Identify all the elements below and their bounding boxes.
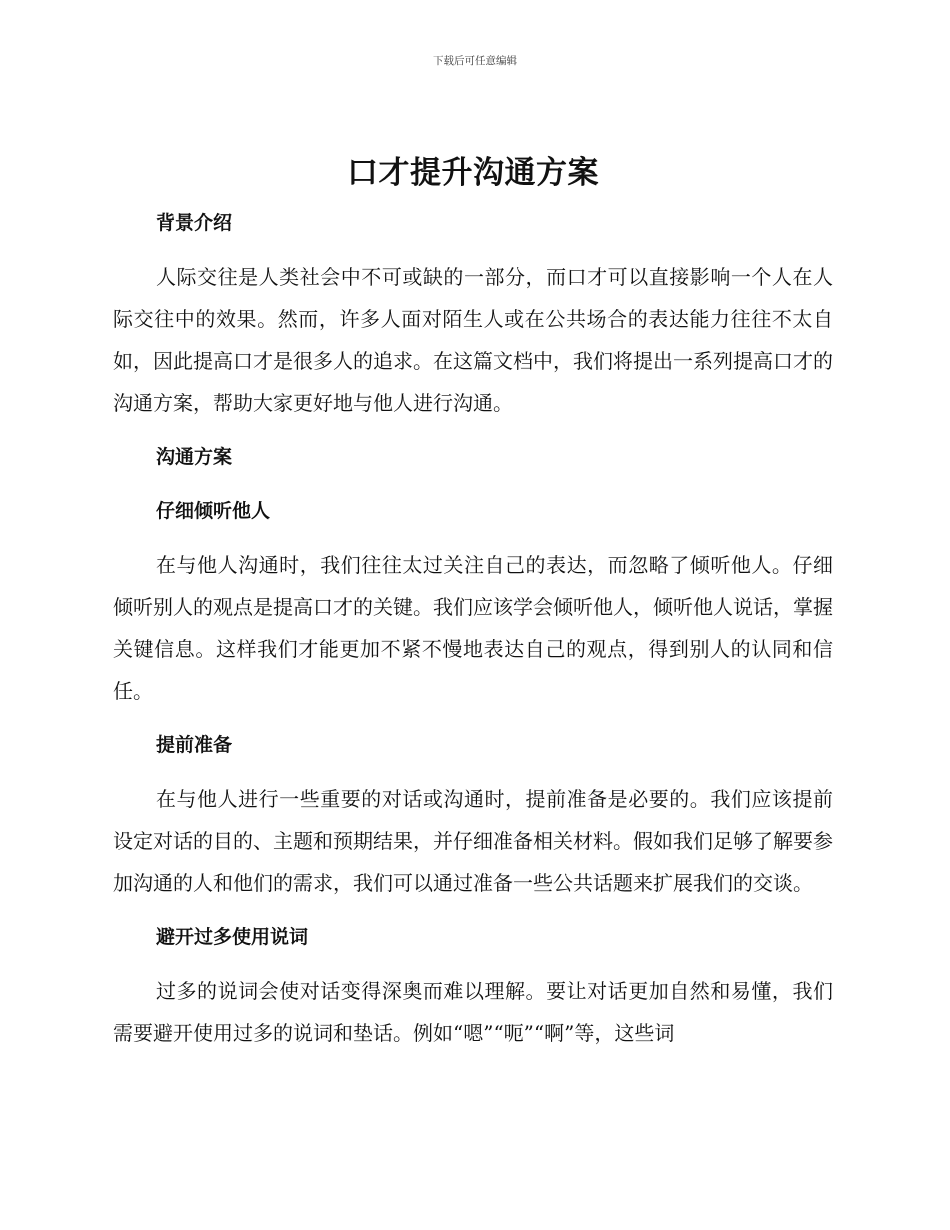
page-header: 下载后可任意编辑 — [433, 55, 517, 67]
section-heading-background: 背景介绍 — [156, 212, 233, 234]
document-body — [113, 148, 833, 1054]
paragraph-prepare: 在与他人进行一些重要的对话或沟通时，提前准备是必要的。我们应该提前设定对话的目的、主题和预期结果，并仔细准备相关材料。假如我们足够了解要参加沟通的人和他们的需求，我们可以通过准备一些公共话题来扩展我们的交谈。 — [113, 787, 833, 895]
section-heading-filler: 避开过多使用说词 — [156, 926, 309, 948]
paragraph-listen: 在与他人沟通时，我们往往太过关注自己的表达，而忽略了倾听他人。仔细倾听别人的观点是提高口才的关键。我们应该学会倾听他人，倾听他人说话，掌握关键信息。这样我们才能更加不紧不慢地表达自己的观点，得到别人的认同和信任。 — [113, 553, 833, 703]
document-title: 口才提升沟通方案 — [347, 155, 599, 191]
section-heading-prepare: 提前准备 — [156, 734, 233, 756]
paragraph-filler: 过多的说词会使对话变得深奥而难以理解。要让对话更加自然和易懂，我们需要避开使用过多的说词和垫话。例如“嗯”“呃”“啊”等，这些词 — [113, 979, 833, 1045]
section-heading-listen: 仔细倾听他人 — [156, 500, 271, 522]
section-heading-plan: 沟通方案 — [156, 446, 233, 468]
paragraph-background: 人际交往是人类社会中不可或缺的一部分，而口才可以直接影响一个人在人际交往中的效果。然而，许多人面对陌生人或在公共场合的表达能力往往不太自如，因此提高口才是很多人的追求。在这篇文档中，我们将提出一系列提高口才的沟通方案，帮助大家更好地与他人进行沟通。 — [113, 265, 833, 415]
